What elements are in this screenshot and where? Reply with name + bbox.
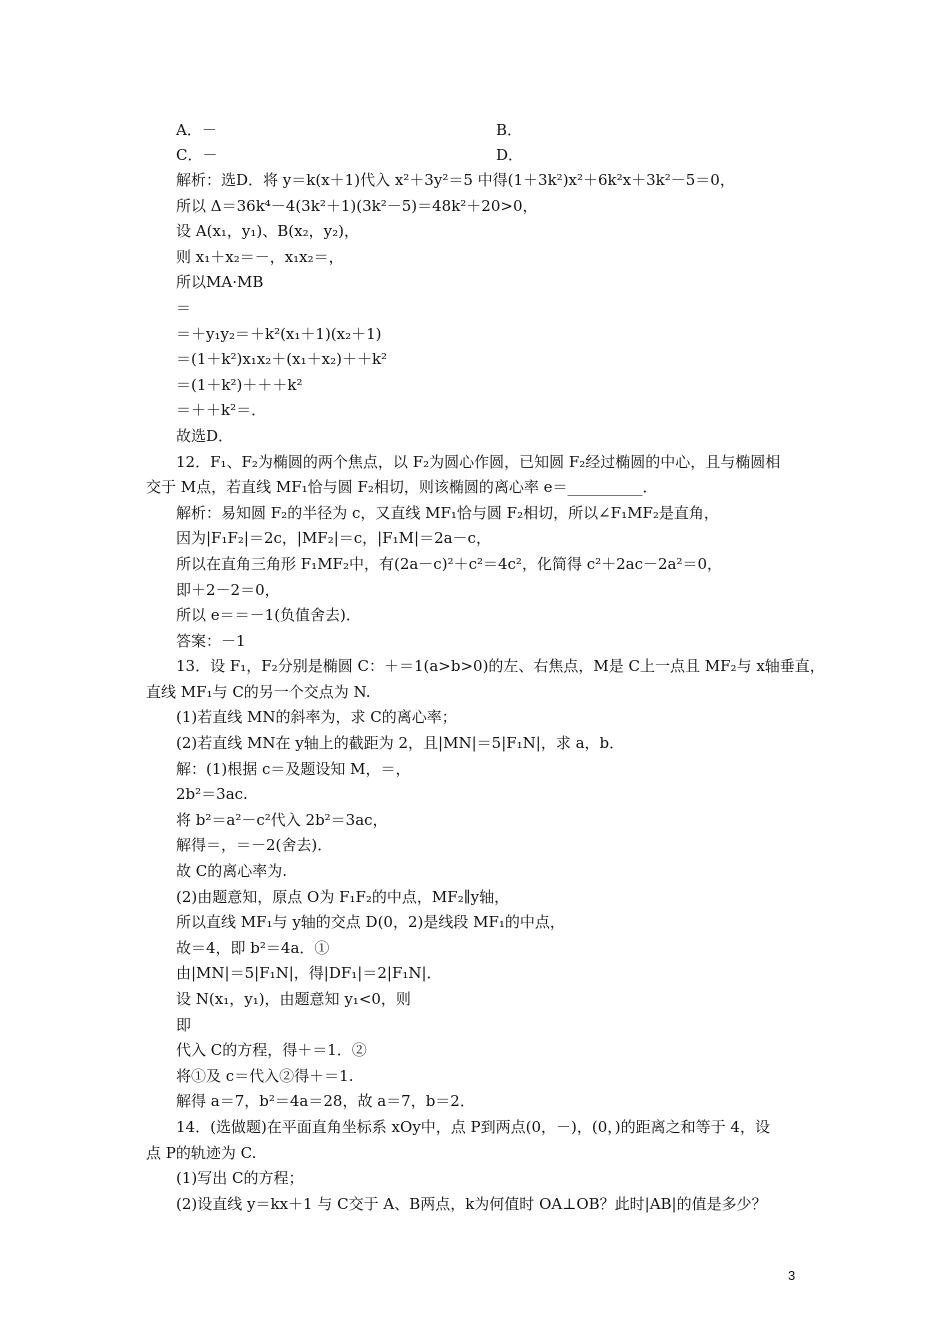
text-line: 点 P的轨迹为 C. (146, 1143, 257, 1162)
choice-d: D． (496, 146, 524, 164)
text-line: (2)若直线 MN在 y轴上的截距为 2，且|MN|＝5|F₁N|，求 a，b． (176, 734, 625, 753)
text-line: 将 b²＝a²－c²代入 2b²＝3ac， (176, 810, 388, 829)
text-line: (1)若直线 MN的斜率为，求 C的离心率； (176, 708, 457, 727)
text-line: 解析：易知圆 F₂的半径为 c，又直线 MF₁恰与圆 F₂相切，所以∠F₁MF₂是直角， (176, 503, 719, 522)
choice-a: A．－ (176, 121, 217, 139)
text-line: 因为|F₁F₂|＝2c，|MF₂|＝c，|F₁M|＝2a－c， (176, 529, 491, 548)
choice-row (176, 143, 816, 168)
text-line: 14．(选做题)在平面直角坐标系 xOy中，点 P到两点(0，－)，(0，)的距离之和等于 4，设 (176, 1117, 770, 1136)
text-line: 12．F₁、F₂为椭圆的两个焦点，以 F₂为圆心作圆，已知圆 F₂经过椭圆的中心，且与椭圆相 (176, 452, 781, 471)
text-line: 设 A(x₁，y₁)、B(x₂，y₂)， (176, 222, 359, 241)
text-line: 即＋2－2＝0， (176, 580, 280, 599)
text-line: ＝＋y₁y₂＝＋k²(x₁＋1)(x₂＋1) (176, 324, 382, 343)
text-line: (2)设直线 y＝kx＋1 与 C交于 A、B两点，k为何值时 OA⊥OB？此时|AB|的值是多少？ (176, 1194, 767, 1213)
document-body (146, 168, 825, 1217)
text-line: 2b²＝3ac. (176, 785, 248, 804)
text-line: ＝(1＋k²)＋＋＋k² (176, 375, 303, 394)
text-line: 设 N(x₁，y₁)，由题意知 y₁<0，则 (176, 990, 411, 1008)
text-line: 答案：－1 (176, 631, 246, 650)
text-line: 交于 M点，若直线 MF₁恰与圆 F₂相切，则该椭圆的离心率 e＝__________． (146, 478, 658, 497)
text-line: (2)由题意知，原点 O为 F₁F₂的中点，MF₂∥y轴， (176, 887, 510, 906)
answer-choices (176, 118, 816, 168)
text-line: 解：(1)根据 c＝及题设知 M，＝， (176, 759, 411, 778)
choice-b: B． (496, 121, 523, 139)
text-line: 所以 Δ＝36k⁴－4(3k²＋1)(3k²－5)＝48k²＋20>0， (176, 196, 538, 215)
text-line: 所以直线 MF₁与 y轴的交点 D(0，2)是线段 MF₁的中点， (176, 913, 565, 932)
text-line: 所以 e＝＝－1(负值舍去)． (176, 606, 361, 625)
text-line: 解析：选D．将 y＝k(x＋1)代入 x²＋3y²＝5 中得(1＋3k²)x²＋6k²x＋3k²－5＝0， (176, 171, 735, 189)
text-line: 13．设 F₁，F₂分别是椭圆 C：＋＝1(a>b>0)的左、右焦点，M是 C上一点且 MF₂与 x轴垂直， (176, 657, 825, 676)
text-line: (1)写出 C的方程； (176, 1169, 304, 1188)
text-line: 直线 MF₁与 C的另一个交点为 N. (146, 682, 371, 701)
text-line: 所以在直角三角形 F₁MF₂中，有(2a－c)²＋c²＝4c²，化简得 c²＋2ac－2a²＝0， (176, 554, 723, 573)
text-line: ＝＋＋k²＝． (176, 401, 267, 420)
text-line: 则 x₁＋x₂＝－，x₁x₂＝， (176, 247, 344, 266)
text-line: 故 C的离心率为. (176, 862, 288, 881)
text-line: 即 (176, 1015, 192, 1034)
text-line: 将①及 c＝代入②得＋＝1. (176, 1066, 354, 1085)
page-number: 3 (788, 1268, 796, 1283)
choice-row (176, 118, 816, 143)
text-line: 由|MN|＝5|F₁N|，得|DF₁|＝2|F₁N|． (176, 964, 442, 983)
text-line: 故选D． (176, 426, 234, 445)
choice-c: C．－ (176, 146, 218, 164)
text-line: ＝(1＋k²)x₁x₂＋(x₁＋x₂)＋＋k² (176, 350, 388, 369)
text-line: 故＝4，即 b²＝4a．① (176, 938, 330, 957)
text-line: ＝ (176, 298, 192, 317)
text-line: 解得 a＝7，b²＝4a＝28，故 a＝7，b＝2． (176, 1092, 475, 1111)
text-line: 代入 C的方程，得＋＝1．② (176, 1041, 367, 1060)
text-line: 所以MA·MB (176, 273, 264, 292)
text-line: 解得＝，＝－2(舍去)． (176, 836, 333, 855)
